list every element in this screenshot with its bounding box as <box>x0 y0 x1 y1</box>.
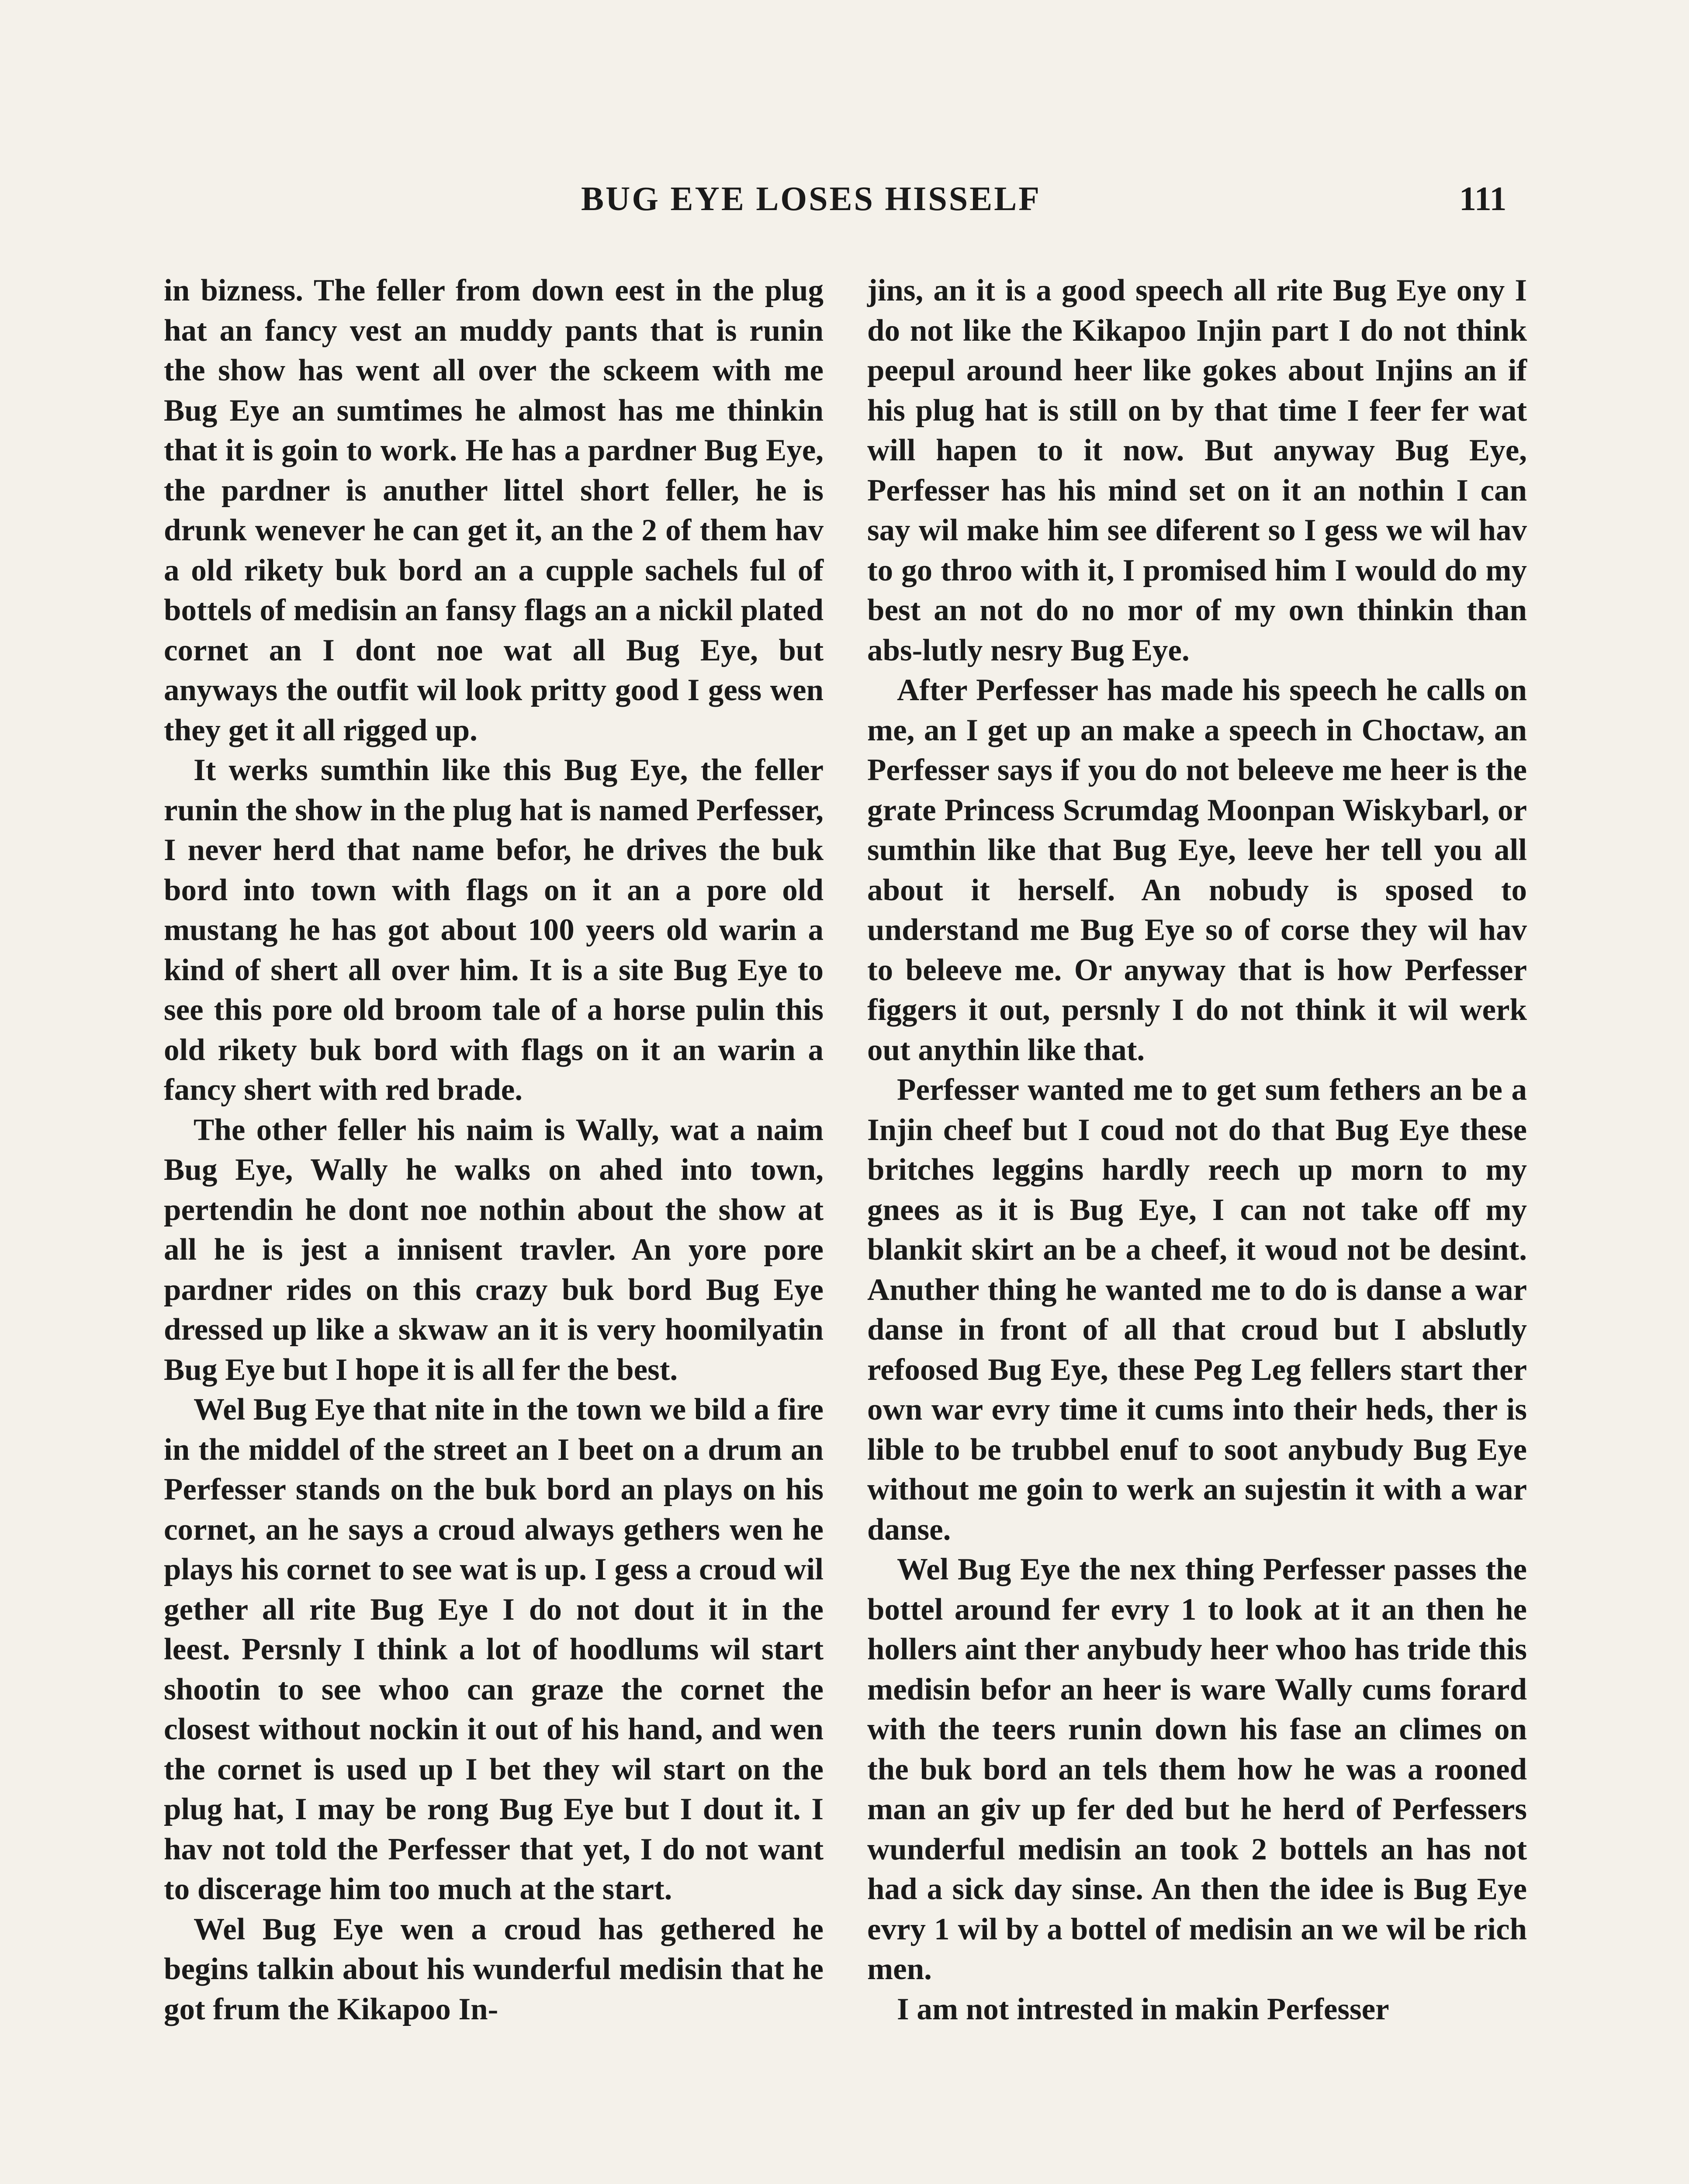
chapter-title: BUG EYE LOSES HISSELF <box>581 180 1041 218</box>
paragraph: After Perfesser has made his speech he calls on me, an I get up an make a speech in Choctaw, an Perfesser says if you do not beleeve me heer is the grate Princess Scrumdag Moonpan Wiskybarl, or sumthin like that Bug Eye, leeve her tell you all about it herself. An nobudy is sposed to understand me Bug Eye so of corse they wil hav to beleeve me. Or anyway that is how Perfesser figgers it out, persnly I do not think it wil werk out anythin like that. <box>867 673 1527 1067</box>
paragraph: in bizness. The feller from down eest in the plug hat an fancy vest an muddy pants that is runin the show has went all over the sckeem with me Bug Eye an sumtimes he almost has me thinkin that it is goin to work. He has a pardner Bug Eye, the pardner is anuther littel short feller, he is drunk wenever he can get it, an the 2 of them hav a old rikety buk bord an a cupple sachels ful of bottels of medisin an fansy flags an a nickil plated cornet an I dont noe wat all Bug Eye, but anyways the outfit wil look pritty good I gess wen they get it all rigged up. <box>164 273 824 747</box>
paragraph: Wel Bug Eye wen a croud has gethered he begins talkin about his wunderful medisin that he got frum the Kikapoo In- <box>164 1912 824 2026</box>
paragraph: Wel Bug Eye the nex thing Perfesser passes the bottel around fer evry 1 to look at it an then he hollers aint ther anybudy heer whoo has tride this medisin befor an heer is ware Wally cums forard with the teers runin down his fase an climes on the buk bord an tels them how he was a rooned man an giv up fer ded but he herd of Perfessers wunderful medisin an took 2 bottels an has not had a sick day sinse. An then the idee is Bug Eye evry 1 wil by a bottel of medisin an we wil be rich men. <box>867 1552 1527 1986</box>
paragraph: Wel Bug Eye that nite in the town we bild a fire in the middel of the street an I beet on a drum an Perfesser stands on the buk bord an plays on his cornet, an he says a croud always gethers wen he plays his cornet to see wat is up. I gess a croud wil gether all rite Bug Eye I do not dout it in the leest. Persnly I think a lot of hoodlums wil start shootin to see whoo can graze the cornet the closest without nockin it out of his hand, and wen the cornet is used up I bet they wil start on the plug hat, I may be rong Bug Eye but I dout it. I hav not told the Perfesser that yet, I do not want to discerage him too much at the start. <box>164 1393 824 1906</box>
paragraph: It werks sumthin like this Bug Eye, the feller runin the show in the plug hat is named Perfesser, I never herd that name befor, he drives the buk bord into town with flags on it an a pore old mustang he has got about 100 yeers old warin a kind of shert all over him. It is a site Bug Eye to see this pore old broom tale of a horse pulin this old rikety buk bord with flags on it an warin a fancy shert with red brade. <box>164 753 824 1107</box>
paragraph: The other feller his naim is Wally, wat a naim Bug Eye, Wally he walks on ahed into town, pertendin he dont noe nothin about the show at all he is jest a innisent travler. An yore pore pardner rides on this crazy buk bord Bug Eye dressed up like a skwaw an it is very hoomilyatin Bug Eye but I hope it is all fer the best. <box>164 1113 824 1387</box>
left-column <box>164 271 824 2029</box>
page-number: 111 <box>1459 180 1507 218</box>
paragraph: jins, an it is a good speech all rite Bug Eye ony I do not like the Kikapoo Injin part I do not think peepul around heer like gokes about Injins an if his plug hat is still on by that time I feer fer wat will hapen to it now. But anyway Bug Eye, Perfesser has his mind set on it an nothin I can say wil make him see diferent so I gess we wil hav to go throo with it, I promised him I would do my best an not do no mor of my own thinkin than abs-lutly nesry Bug Eye. <box>867 273 1527 667</box>
running-head <box>0 179 1689 223</box>
paragraph: Perfesser wanted me to get sum fethers an be a Injin cheef but I coud not do that Bug Eye these britches leggins hardly reech up morn to my gnees as it is Bug Eye, I can not take off my blankit skirt an be a cheef, it woud not be desint. Anuther thing he wanted me to do is danse a war danse in front of all that croud but I abslutly refoosed Bug Eye, these Peg Leg fellers start ther own war evry time it cums into their heds, ther is lible to be trubbel enuf to soot anybudy Bug Eye without me goin to werk an sujestin it with a war danse. <box>867 1073 1527 1547</box>
paragraph: I am not intrested in makin Perfesser <box>897 1992 1389 2026</box>
right-column <box>867 271 1527 2029</box>
